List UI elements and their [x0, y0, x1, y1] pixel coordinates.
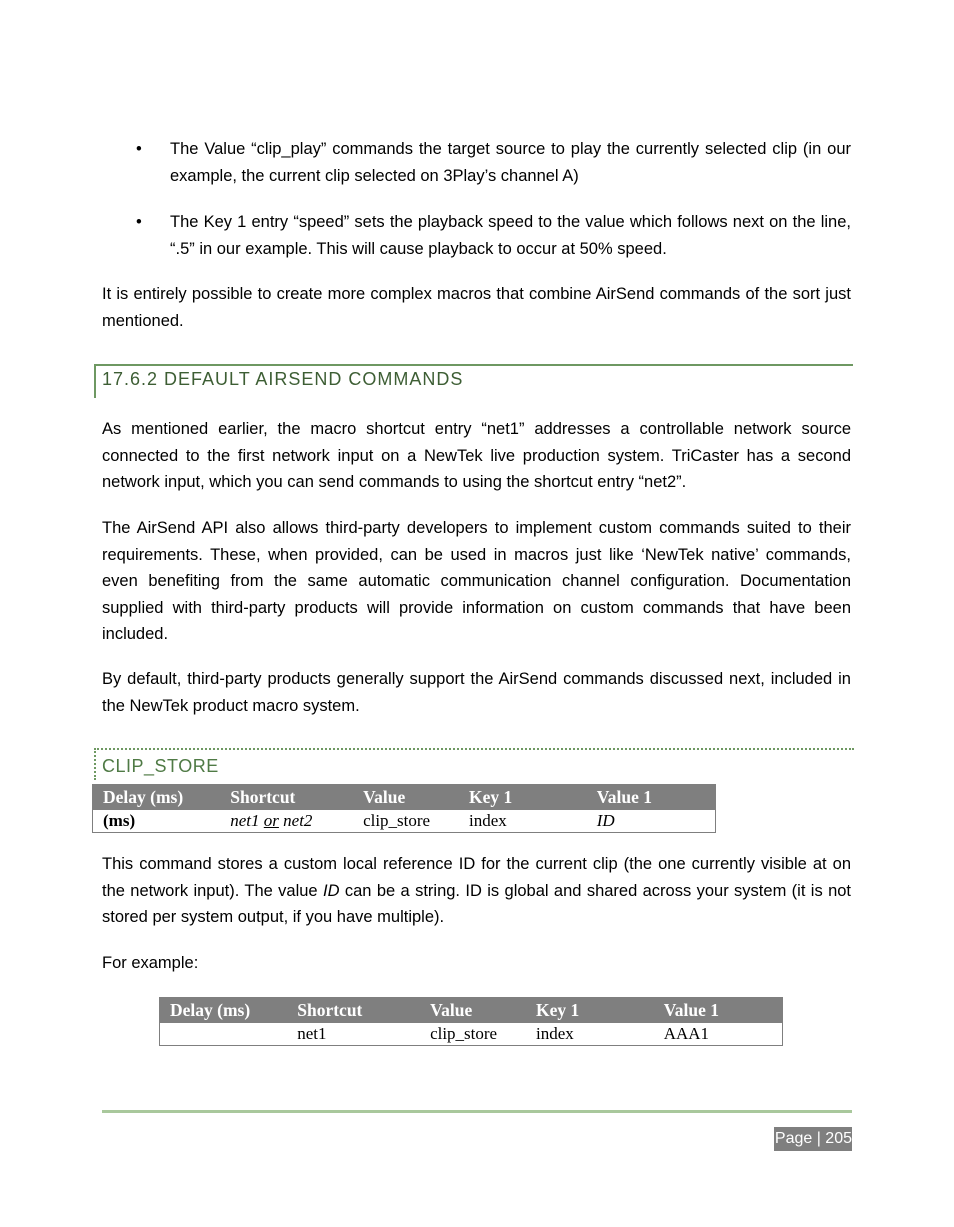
cell-value: clip_store [430, 1024, 498, 1043]
paragraph-default-commands: By default, third-party products generally support the AirSend commands discussed next, included in the NewTek product macro system. [102, 670, 851, 715]
header-value1: Value 1 [654, 998, 783, 1024]
paragraph-clip-store-description [102, 851, 851, 931]
cell-value: clip_store [363, 811, 431, 830]
table-row [93, 810, 716, 833]
shortcut-or: or [263, 811, 279, 830]
cell-value1: ID [596, 811, 615, 830]
header-delay: Delay (ms) [160, 998, 288, 1024]
header-value: Value [353, 785, 459, 811]
footer-divider [102, 1110, 852, 1113]
section-heading: 17.6.2 DEFAULT AIRSEND COMMANDS [102, 369, 464, 389]
table-header-row [93, 785, 716, 811]
paragraph-net-shortcut: As mentioned earlier, the macro shortcut entry “net1” addresses a controllable network source connected to the first network input on a NewTek live production system. TriCaster has a second network input, which you can send commands to using the shortcut entry “net2”. [102, 420, 851, 491]
desc-id: ID [322, 881, 340, 900]
page-number: Page | 205 [774, 1127, 852, 1151]
header-shortcut: Shortcut [220, 785, 353, 811]
cell-delay: (ms) [103, 811, 136, 830]
bullet-list [102, 136, 851, 282]
desc-post: can be a string. ID is global and shared across your system (it is not stored per system output, if you have multiple). [102, 881, 852, 926]
bullet-text: The Key 1 entry “speed” sets the playback speed to the value which follows next on the line, “.5” in our example. This will cause playback to occur at 50% speed. [170, 213, 851, 258]
cell-value1: AAA1 [663, 1024, 710, 1043]
bullet-icon: • [136, 140, 142, 158]
bullet-item [102, 136, 851, 189]
bullet-text: The Value “clip_play” commands the target source to play the currently selected clip (in our example, the current clip selected on 3Play’s channel A) [170, 140, 851, 185]
clip-store-example-table [159, 997, 783, 1046]
paragraph-complex-macros: It is entirely possible to create more complex macros that combine AirSend commands of the sort just mentioned. [102, 285, 851, 330]
header-value: Value [420, 998, 526, 1024]
subheading-clip-store: CLIP_STORE [102, 756, 219, 776]
shortcut-net1: net1 [230, 811, 260, 830]
header-delay: Delay (ms) [93, 785, 221, 811]
cell-key1: index [535, 1024, 574, 1043]
cell-key1: index [468, 811, 507, 830]
header-value1: Value 1 [587, 785, 716, 811]
cell-shortcut [220, 810, 353, 833]
header-key1: Key 1 [526, 998, 654, 1024]
header-shortcut: Shortcut [287, 998, 420, 1024]
table-header-row [160, 998, 783, 1024]
shortcut-net2: net2 [283, 811, 313, 830]
bullet-icon: • [136, 213, 142, 231]
bullet-item [102, 209, 851, 262]
desc-pre: This command stores a custom local reference ID for the current clip (the one currently visible at on the network input). The value [102, 855, 851, 900]
cell-shortcut: net1 [297, 1024, 327, 1043]
cell-delay [160, 1023, 288, 1046]
table-row [160, 1023, 783, 1046]
paragraph-airsend-api: The AirSend API also allows third-party developers to implement custom commands suited to their requirements. These, when provided, can be used in macros just like ‘NewTek native’ commands, even benefiting from the same automatic communication channel configuration. Documentation supplied with third-party products will provide information on custom commands that have been included. [102, 519, 851, 643]
paragraph-for-example: For example: [102, 954, 199, 972]
header-key1: Key 1 [459, 785, 587, 811]
clip-store-syntax-table [92, 784, 716, 833]
